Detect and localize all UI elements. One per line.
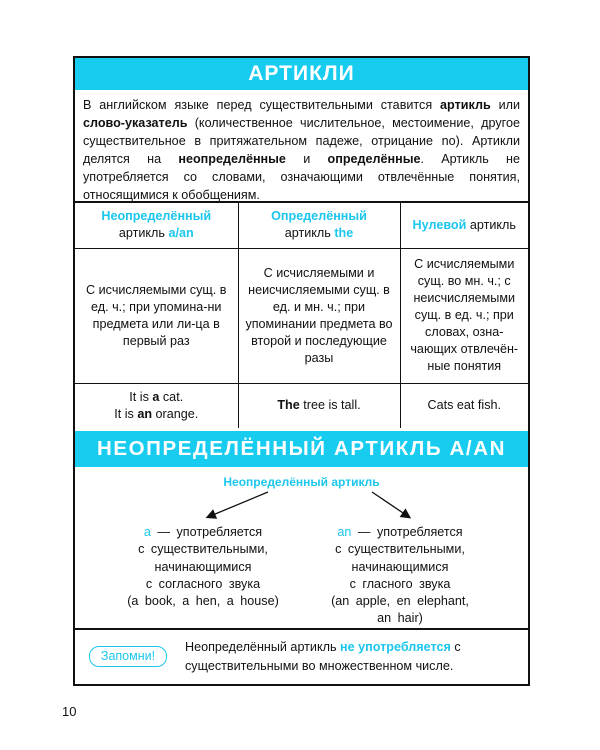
- arrow-left: [208, 492, 268, 517]
- header-indefinite: Неопределённый артикль a/an: [75, 202, 238, 248]
- header-definite: Определённый артикль the: [238, 202, 400, 248]
- table-cell: С исчисляемыми сущ. во мн. ч.; с неисчисляемыми сущ. в ед. ч.; при словах, озна-чающих отвлечён-ные понятия: [400, 248, 528, 383]
- remember-badge: Запомни!: [89, 646, 167, 667]
- section-title-articles: АРТИКЛИ: [75, 58, 528, 90]
- intro-paragraph: В английском языке перед существительными ставится артикль или слово-указатель (количественное числительное, местоимение, другое существительное в притяжательном падеже, отрицание no). Артикли делятся на неопределённые и определённые. Артикль не употребляется со словами, означающими отвлечённые понятия, относящимися к обобщениям.: [83, 98, 520, 203]
- articles-table: [75, 201, 528, 428]
- rule-card: [73, 56, 530, 686]
- rule-an-column: an — употребляется с существительными, начинающимися с гласного звука (an apple, en elephant, an hair): [331, 525, 469, 626]
- example-definite: The tree is tall.: [238, 383, 400, 428]
- table-row: [75, 383, 528, 428]
- remember-text: Неопределённый артикль не употребляется с существительными во множественном числе.: [185, 640, 461, 673]
- remember-note: [75, 628, 528, 686]
- table-cell: С исчисляемыми сущ. в ед. ч.; при упомина-ни предмета или ли-ца в первый раз: [75, 248, 238, 383]
- header-zero: Нулевой артикль: [400, 202, 528, 248]
- section-title-indefinite: НЕОПРЕДЕЛЁННЫЙ АРТИКЛЬ A/AN: [75, 431, 528, 467]
- rule-a-column: a — употребляется с существительными, начинающимися с согласного звука (a book, a hen, a house): [127, 525, 279, 609]
- example-zero: Cats eat fish.: [400, 383, 528, 428]
- indefinite-label: Неопределённый артикль: [223, 475, 380, 489]
- table-cell: С исчисляемыми и неисчисляемыми сущ. в ед. и мн. ч.; при упоминании предмета во второй и последующие разы: [238, 248, 400, 383]
- table-row: [75, 248, 528, 383]
- table-header-row: [75, 202, 528, 248]
- arrow-right: [372, 492, 409, 517]
- arrows: [75, 486, 528, 526]
- page-number: 10: [62, 704, 77, 719]
- example-indefinite: It is a cat. It is an orange.: [75, 383, 238, 428]
